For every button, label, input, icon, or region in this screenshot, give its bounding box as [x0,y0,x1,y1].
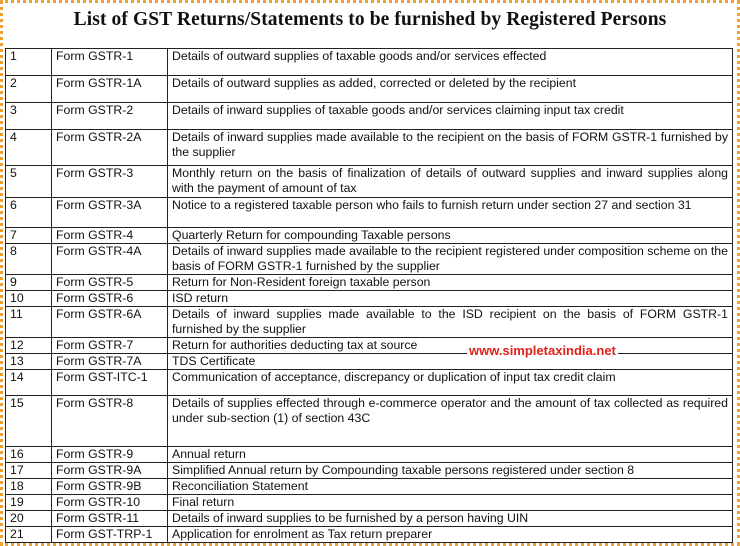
form-description: Monthly return on the basis of finalization of details of outward supplies and inward supplies along with the payment of amount of tax [168,166,733,198]
form-name: Form GSTR-9A [52,463,168,479]
form-description: Final return [168,495,733,511]
table-row [6,166,733,198]
form-description: Application for enrolment as Tax return preparer [168,527,733,543]
row-number: 20 [6,511,52,527]
form-name: Form GSTR-1A [52,76,168,103]
form-description: Reconciliation Statement [168,479,733,495]
table-row [6,354,733,370]
form-description: Details of inward supplies made available to the recipient on the basis of FORM GSTR-1 furnished by the supplier [168,130,733,166]
form-description: Details of inward supplies made available to the ISD recipient on the basis of FORM GSTR-1 furnished by the supplier [168,307,733,338]
table-row [6,307,733,338]
form-description: Details of inward supplies made available to the recipient registered under composition scheme on the basis of FORM GSTR-1 furnished by the supplier [168,244,733,275]
row-number: 21 [6,527,52,543]
table-row [6,275,733,291]
table-row [6,447,733,463]
form-name: Form GSTR-10 [52,495,168,511]
row-number: 2 [6,76,52,103]
row-number: 3 [6,103,52,130]
form-description: Return for Non-Resident foreign taxable person [168,275,733,291]
page-title: List of GST Returns/Statements to be furnished by Registered Persons [73,9,667,30]
form-name: Form GST-TRP-1 [52,527,168,543]
form-name: Form GSTR-4 [52,228,168,244]
form-description: Details of supplies effected through e-commerce operator and the amount of tax collected as required under sub-section (1) of section 43C [168,396,733,447]
form-name: Form GSTR-9 [52,447,168,463]
form-description: Return for authorities deducting tax at source [168,338,733,354]
table-row [6,198,733,228]
form-description: Details of outward supplies as added, corrected or deleted by the recipient [168,76,733,103]
form-description: Details of inward supplies to be furnished by a person having UIN [168,511,733,527]
form-name: Form GSTR-5 [52,275,168,291]
form-name: Form GSTR-9B [52,479,168,495]
row-number: 11 [6,307,52,338]
table-row [6,527,733,543]
form-name: Form GSTR-11 [52,511,168,527]
form-description: Details of outward supplies of taxable goods and/or services effected [168,49,733,76]
table-row [6,228,733,244]
form-name: Form GSTR-4A [52,244,168,275]
form-name: Form GST-ITC-1 [52,370,168,396]
form-name: Form GSTR-2A [52,130,168,166]
form-description: Details of inward supplies of taxable goods and/or services claiming input tax credit [168,103,733,130]
gst-returns-table [5,48,733,543]
form-name: Form GSTR-3A [52,198,168,228]
table-row [6,130,733,166]
form-name: Form GSTR-2 [52,103,168,130]
table-row [6,103,733,130]
row-number: 13 [6,354,52,370]
row-number: 1 [6,49,52,76]
form-description: TDS Certificate [168,354,733,370]
row-number: 9 [6,275,52,291]
form-name: Form GSTR-1 [52,49,168,76]
table-row [6,291,733,307]
table-row [6,463,733,479]
form-name: Form GSTR-7 [52,338,168,354]
table-row [6,76,733,103]
form-description: ISD return [168,291,733,307]
row-number: 19 [6,495,52,511]
row-number: 16 [6,447,52,463]
table-row [6,396,733,447]
row-number: 4 [6,130,52,166]
row-number: 18 [6,479,52,495]
website-watermark: www.simpletaxindia.net [469,343,616,358]
table-row [6,479,733,495]
form-name: Form GSTR-7A [52,354,168,370]
table-row [6,511,733,527]
row-number: 15 [6,396,52,447]
row-number: 17 [6,463,52,479]
table-row [6,370,733,396]
table-row [6,244,733,275]
form-description: Annual return [168,447,733,463]
form-name: Form GSTR-3 [52,166,168,198]
form-name: Form GSTR-8 [52,396,168,447]
table-row [6,338,733,354]
row-number: 12 [6,338,52,354]
form-name: Form GSTR-6 [52,291,168,307]
form-description: Quarterly Return for compounding Taxable persons [168,228,733,244]
table-row [6,49,733,76]
row-number: 14 [6,370,52,396]
row-number: 8 [6,244,52,275]
form-name: Form GSTR-6A [52,307,168,338]
row-number: 10 [6,291,52,307]
row-number: 7 [6,228,52,244]
form-description: Communication of acceptance, discrepancy or duplication of input tax credit claim [168,370,733,396]
form-description: Notice to a registered taxable person who fails to furnish return under section 27 and section 31 [168,198,733,228]
row-number: 6 [6,198,52,228]
form-description: Simplified Annual return by Compounding taxable persons registered under section 8 [168,463,733,479]
row-number: 5 [6,166,52,198]
table-row [6,495,733,511]
